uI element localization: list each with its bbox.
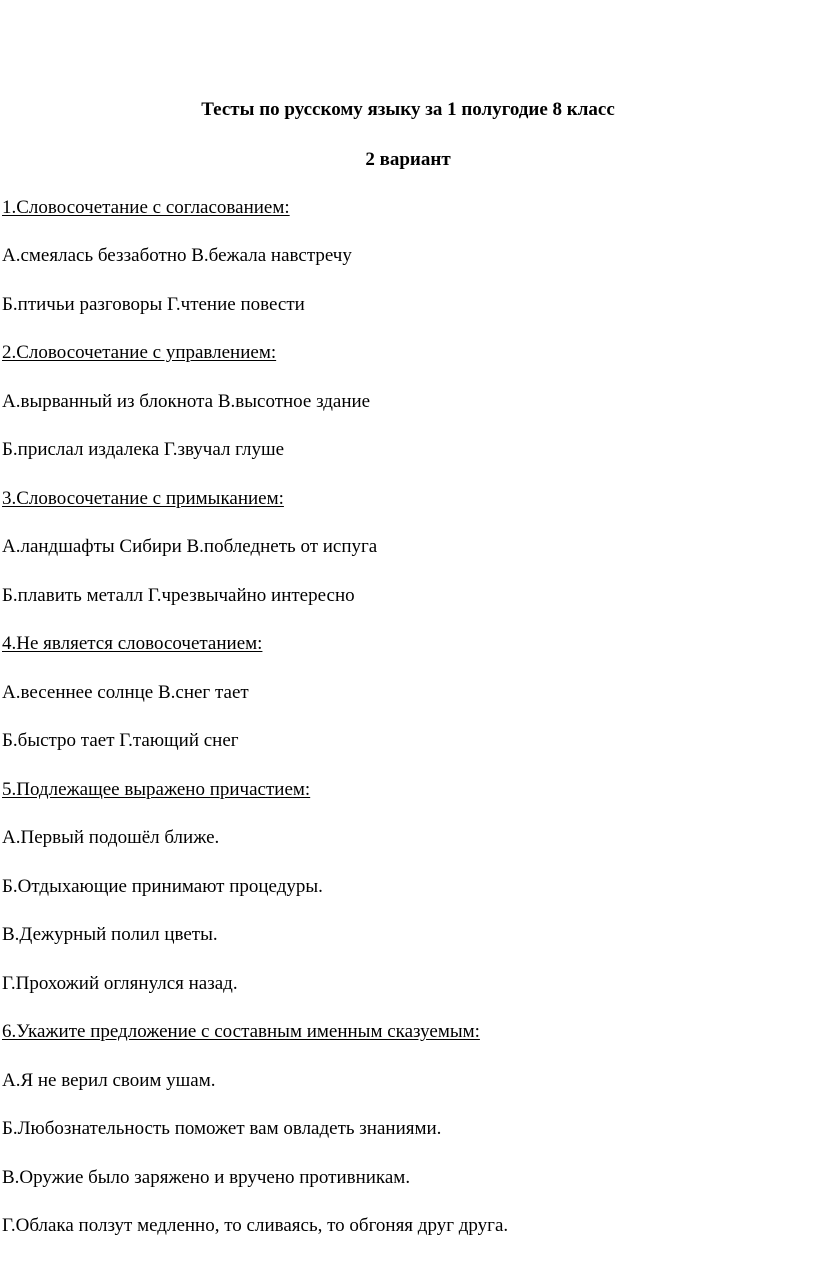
option-line: Б.прислал издалека Г.звучал глуше (2, 439, 285, 460)
option-line: А.Я не верил своим ушам. (2, 1070, 216, 1091)
option-line: А.Первый подошёл ближе. (2, 827, 220, 848)
option-line: Г.Облака ползут медленно, то сливаясь, то обгоняя друг друга. (2, 1215, 509, 1236)
option-line: А.ландшафты Сибири В.побледнеть от испуга (2, 536, 378, 557)
variant-heading: 2 вариант (365, 149, 451, 170)
option-line: А.весеннее солнце В.снег тает (2, 682, 249, 703)
option-line: Б.Любознательность поможет вам овладеть знаниями. (2, 1118, 442, 1139)
option-line: В.Дежурный полил цветы. (2, 924, 218, 945)
option-line: Б.быстро тает Г.тающий снег (2, 730, 239, 751)
option-line: Г.Прохожий оглянулся назад. (2, 973, 238, 994)
question-3: 3.Словосочетание с примыканием: (2, 488, 284, 509)
option-line: А.вырванный из блокнота В.высотное здание (2, 391, 371, 412)
question-5: 5.Подлежащее выражено причастием: (2, 779, 311, 800)
question-6: 6.Укажите предложение с составным именным сказуемым: (2, 1021, 480, 1042)
option-line: А.смеялась беззаботно В.бежала навстречу (2, 245, 352, 266)
question-1: 1.Словосочетание с согласованием: (2, 197, 290, 218)
option-line: Б.птичьи разговоры Г.чтение повести (2, 294, 305, 315)
option-line: Б.Отдыхающие принимают процедуры. (2, 876, 323, 897)
document-title: Тесты по русскому языку за 1 полугодие 8 класс (201, 99, 615, 120)
question-2: 2.Словосочетание с управлением: (2, 342, 277, 363)
option-line: Б.плавить металл Г.чрезвычайно интересно (2, 585, 355, 606)
option-line: В.Оружие было заряжено и вручено противникам. (2, 1167, 411, 1188)
question-4: 4.Не является словосочетанием: (2, 633, 263, 654)
